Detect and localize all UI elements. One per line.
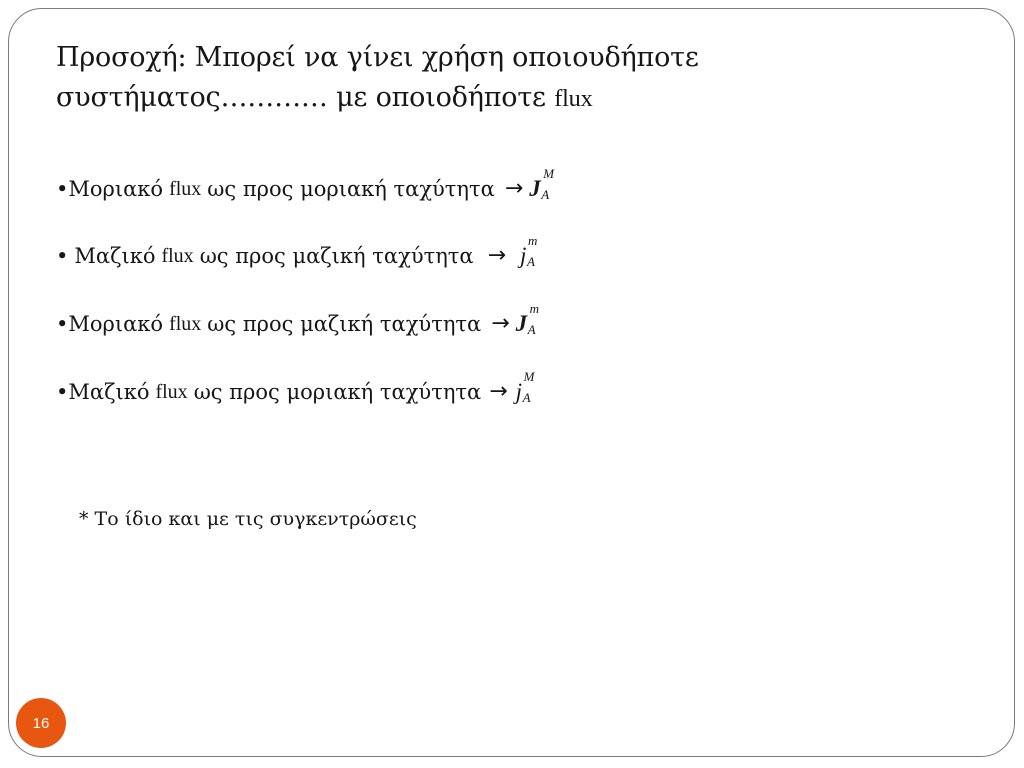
bullet-word: Μοριακό [68,312,164,336]
symbol-superscript: M [543,166,555,181]
symbol-superscript: M [523,369,535,384]
symbol-base: j [520,243,527,268]
bullet-text: ως προς μοριακή ταχύτητα [193,380,482,404]
right-arrow-icon: → [487,243,507,268]
title-line-2 [56,78,876,119]
right-arrow-icon: → [504,176,524,201]
bullet-latin: flux [169,313,202,335]
flux-symbol [515,369,552,405]
symbol-subscript: A [541,187,550,202]
bullet-mark: • [56,380,69,404]
symbol-superscript: m [528,233,538,248]
bullet-text: ως προς μαζική ταχύτητα [199,244,474,268]
bullet-latin: flux [169,178,202,200]
bullet-mark: • [56,244,69,268]
bullet-latin: flux [161,245,194,267]
right-arrow-icon: → [491,311,510,336]
symbol-base: J [515,311,528,336]
symbol-superscript: m [529,301,540,316]
flux-symbol [520,233,556,269]
bullet-text: ως προς μοριακή ταχύτητα [207,177,495,201]
title-line-1: Προσοχή: Μπορεί να γίνει χρήση οποιουδήποτε [56,42,699,73]
symbol-subscript: A [522,390,531,405]
slide-title [56,38,876,119]
bullet-molar-flux-molar-velocity [56,166,565,202]
title-line-2-text: συστήματος………… με οποιοδήποτε [56,82,546,113]
page-number-badge: 16 [16,698,66,748]
bullet-latin: flux [155,381,188,403]
bullet-mass-flux-mass-velocity [56,233,556,269]
symbol-base: j [515,379,523,404]
bullet-mass-flux-molar-velocity [56,369,552,405]
flux-symbol [529,166,565,202]
bullet-text: ως προς μαζική ταχύτητα [207,312,482,336]
title-line-2-latin: flux [554,85,593,112]
symbol-base: J [529,176,541,201]
symbol-subscript: A [527,254,535,269]
right-arrow-icon: → [489,379,508,404]
footnote: * Το ίδιο και με τις συγκεντρώσεις [79,508,417,530]
bullet-word: Μαζικό [74,244,156,268]
bullet-word: Μαζικό [68,380,150,404]
flux-symbol [515,301,552,337]
symbol-subscript: A [527,322,536,337]
bullet-mark: • [56,312,69,336]
bullet-mark: • [56,177,69,201]
bullet-word: Μοριακό [68,177,164,201]
bullet-molar-flux-mass-velocity [56,301,552,337]
